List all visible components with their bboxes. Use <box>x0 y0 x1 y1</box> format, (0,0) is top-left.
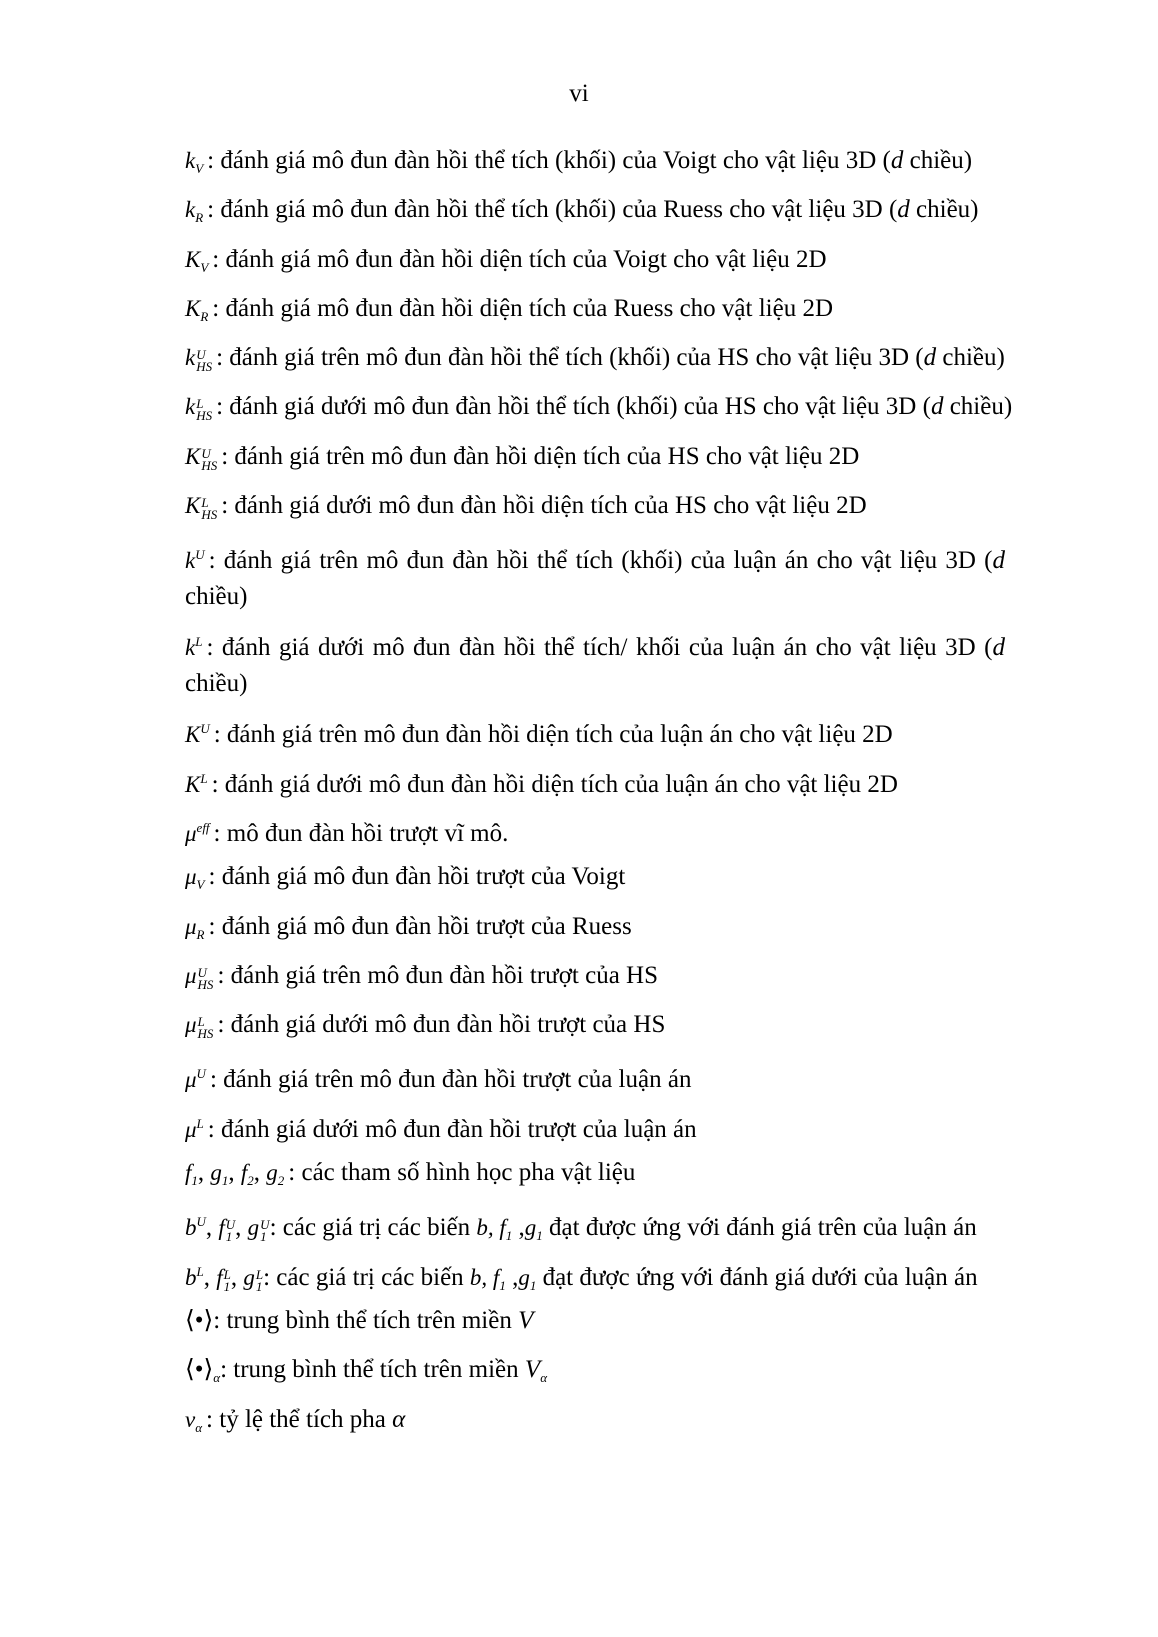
average-symbol: ⟨•⟩ <box>185 1356 214 1384</box>
symbol-entry <box>185 143 1005 192</box>
symbol-subscript: 1 <box>225 1229 233 1245</box>
symbol-superscript: L <box>201 495 209 511</box>
italic-variable: α <box>392 1405 406 1433</box>
symbol-entry <box>185 1056 1005 1105</box>
symbol-indices <box>201 497 217 521</box>
variables-text: b, f <box>476 1215 506 1241</box>
symbol-entry-continuation <box>185 666 1005 711</box>
symbol-superscript: L <box>200 770 208 786</box>
symbol-entry <box>185 537 1005 579</box>
italic-variable: d <box>992 634 1005 662</box>
symbol <box>185 394 213 424</box>
symbol-base: K <box>185 443 201 469</box>
symbol <box>185 443 218 473</box>
symbol <box>266 1160 285 1189</box>
symbol-indices <box>196 398 212 422</box>
symbol-base: μ <box>185 1067 197 1093</box>
symbol-description: : đánh giá dưới mô đun đàn hồi diện tích của HS cho vật liệu 2D <box>221 492 867 520</box>
symbol-subscript: 1 <box>499 1277 506 1293</box>
symbol-description: : trung bình thể tích trên miền <box>220 1356 525 1384</box>
symbol-subscript: HS <box>201 457 218 473</box>
variables-text: g <box>524 1215 537 1241</box>
symbol-base: b <box>185 1264 197 1290</box>
variables <box>518 1264 537 1293</box>
symbol-description: : các giá trị các biến <box>263 1263 470 1291</box>
italic-variable: d <box>992 547 1005 575</box>
symbol <box>185 548 205 573</box>
symbol-description: : đánh giá mô đun đàn hồi trượt của Voigt <box>208 863 626 891</box>
symbol <box>247 1215 270 1245</box>
symbol-superscript: L <box>196 396 204 412</box>
variables <box>524 1215 543 1244</box>
symbol-superscript: eff <box>196 819 210 835</box>
symbol-description: : đánh giá dưới mô đun đàn hồi thể tích/ khối của luận án cho vật liệu 3D ( <box>206 634 993 662</box>
symbol-base: f <box>185 1160 192 1186</box>
symbol-superscript: U <box>196 1066 206 1082</box>
symbol-base: g <box>243 1264 255 1290</box>
symbol-base: μ <box>185 1116 197 1142</box>
symbol-indices <box>260 1219 269 1243</box>
symbol <box>185 1117 204 1142</box>
symbol-entry <box>185 242 1005 291</box>
symbol-subscript: 1 <box>505 1228 513 1244</box>
symbol-base: μ <box>185 962 197 988</box>
symbol-description-tail: đạt được ứng với đánh giá trên của luận án <box>542 1214 977 1242</box>
symbol-description: : đánh giá trên mô đun đàn hồi thể tích (khối) của HS cho vật liệu 3D ( <box>216 344 924 372</box>
symbol-superscript: L <box>255 1266 264 1282</box>
symbol-entry-upper <box>185 1204 1005 1253</box>
symbol-superscript: U <box>260 1217 270 1233</box>
symbol-entry <box>185 1007 1005 1056</box>
page-number: vi <box>569 80 589 107</box>
symbol-entry-ratio <box>185 1402 1005 1451</box>
symbol-base: v <box>185 1406 196 1432</box>
symbol-base: f <box>216 1264 223 1290</box>
symbol-description: : đánh giá dưới mô đun đàn hồi trượt của luận án <box>207 1115 697 1143</box>
symbol-subscript: α <box>213 1370 221 1386</box>
symbol-entry <box>185 909 1005 958</box>
symbol-indices <box>196 349 212 373</box>
separator: , <box>235 1214 248 1242</box>
symbol-superscript: L <box>195 634 203 650</box>
separator: , <box>253 1159 267 1187</box>
symbol-description: : đánh giá mô đun đàn hồi diện tích của Ruess cho vật liệu 2D <box>212 294 833 322</box>
symbol-base: g <box>247 1215 260 1241</box>
symbol-entry <box>185 340 1005 389</box>
symbol-subscript: V <box>200 259 209 275</box>
symbol-subscript: 1 <box>536 1228 543 1244</box>
average-symbol: ⟨•⟩ <box>185 1306 214 1334</box>
symbol-subscript: 1 <box>221 1173 229 1189</box>
symbol-entry-params <box>185 1155 1005 1204</box>
symbol-entry <box>185 624 1005 666</box>
symbol-entry <box>185 192 1005 241</box>
symbol-subscript: HS <box>196 408 213 424</box>
symbol-base: μ <box>185 1012 197 1038</box>
symbol-superscript: L <box>196 1263 204 1279</box>
symbol-description-tail: chiều) <box>903 147 973 174</box>
symbol <box>185 1067 206 1092</box>
continuation-text: chiều) <box>185 583 248 611</box>
symbol-entry <box>185 859 1005 908</box>
symbol-base: k <box>185 345 196 371</box>
symbol-subscript: 1 <box>223 1278 231 1294</box>
symbol-description: : đánh giá trên mô đun đàn hồi diện tích của HS cho vật liệu 2D <box>221 442 860 470</box>
symbol-entry <box>185 389 1013 438</box>
symbol-description: : đánh giá dưới mô đun đàn hồi diện tích của luận án cho vật liệu 2D <box>211 770 898 798</box>
symbol-entry <box>185 1106 1005 1155</box>
symbol-entry-average <box>185 1303 1005 1352</box>
symbol-base: μ <box>185 820 197 846</box>
symbol-entry <box>185 488 1005 537</box>
italic-variable: V <box>524 1356 541 1384</box>
symbol-description-tail: chiều) <box>943 393 1013 421</box>
symbol <box>185 913 205 942</box>
symbol-entry-lower <box>185 1254 1005 1303</box>
symbol-subscript: V <box>195 161 204 176</box>
separator: , <box>203 1263 217 1291</box>
symbol <box>185 1406 203 1435</box>
symbol-description: : các tham số hình học pha vật liệu <box>288 1159 636 1187</box>
symbol <box>185 246 209 275</box>
continuation-text: chiều) <box>185 670 248 698</box>
symbol-subscript: α <box>540 1370 548 1386</box>
symbol-subscript: 2 <box>277 1173 285 1189</box>
symbol-base: f <box>240 1160 248 1186</box>
symbol <box>185 821 210 846</box>
symbol-indices <box>226 1219 235 1243</box>
symbol-entry <box>185 810 1005 859</box>
variables <box>476 1215 513 1244</box>
symbol-subscript: α <box>195 1419 203 1435</box>
separator: , <box>205 1214 219 1242</box>
separator: , <box>197 1159 211 1187</box>
symbol-description: : đánh giá trên mô đun đàn hồi thể tích (khối) của luận án cho vật liệu 3D ( <box>208 547 993 575</box>
symbol-subscript: 1 <box>260 1229 267 1245</box>
symbol <box>185 635 202 660</box>
symbol-description: : đánh giá dưới mô đun đàn hồi trượt của HS <box>217 1011 666 1039</box>
symbol-indices <box>201 445 218 473</box>
symbol-description: : trung bình thể tích trên miền <box>213 1306 519 1334</box>
symbol-description: : đánh giá dưới mô đun đàn hồi thể tích (khối) của HS cho vật liệu 3D ( <box>216 393 931 421</box>
symbol <box>210 1160 229 1189</box>
symbol-base: k <box>185 635 196 661</box>
symbol-base: k <box>185 394 196 420</box>
symbol-entry <box>185 711 1005 760</box>
symbol-description-tail: chiều) <box>936 344 1005 372</box>
symbol-subscript: 1 <box>529 1277 537 1293</box>
italic-variable: d <box>930 393 944 421</box>
symbol <box>185 197 204 226</box>
separator: , <box>505 1263 519 1291</box>
symbol-base: K <box>185 295 201 321</box>
symbol-description-tail: chiều) <box>909 196 979 224</box>
symbol <box>185 1160 198 1189</box>
symbol-subscript: 1 <box>191 1173 198 1189</box>
symbol-subscript: HS <box>197 976 214 992</box>
symbol <box>243 1264 264 1294</box>
symbol-entry <box>185 761 1005 810</box>
symbol-base: K <box>185 493 201 519</box>
symbol-description: : đánh giá trên mô đun đàn hồi trượt của HS <box>217 961 659 989</box>
symbol-description: : đánh giá mô đun đàn hồi thể tích (khối) của Ruess cho vật liệu 3D ( <box>207 196 898 224</box>
symbol-entry <box>185 439 1005 488</box>
symbol-subscript: V <box>196 877 205 893</box>
variables-text: g <box>518 1264 530 1290</box>
symbol-subscript: R <box>200 308 209 324</box>
italic-variable: d <box>923 344 937 372</box>
separator: , <box>228 1159 241 1187</box>
variables-text: b, f <box>469 1264 500 1290</box>
symbol-base: μ <box>185 864 197 890</box>
symbol-indices <box>255 1266 264 1294</box>
symbol-superscript: L <box>196 1115 204 1131</box>
symbol-entry <box>185 958 1005 1007</box>
symbol-entry-average-alpha <box>185 1352 1005 1401</box>
symbol <box>185 1012 214 1042</box>
symbol-indices <box>197 964 214 992</box>
symbol-description-tail: đạt được ứng với đánh giá dưới của luận án <box>536 1263 978 1291</box>
italic-variable: V <box>518 1306 534 1334</box>
symbol-superscript: U <box>197 964 207 980</box>
symbol <box>185 493 218 523</box>
symbol-description: : mô đun đàn hồi trượt vĩ mô. <box>213 819 509 847</box>
symbol-description: : đánh giá trên mô đun đàn hồi trượt của luận án <box>209 1066 692 1094</box>
symbol-base: b <box>185 1215 197 1241</box>
symbol-description: : đánh giá mô đun đàn hồi thể tích (khối) của Voigt cho vật liệu 3D ( <box>207 147 891 174</box>
symbol-superscript: U <box>195 547 205 563</box>
symbol-base: k <box>185 548 196 574</box>
symbol <box>185 962 214 992</box>
symbol <box>185 864 205 893</box>
symbol-description: : đánh giá mô đun đàn hồi diện tích của Voigt cho vật liệu 2D <box>212 245 827 273</box>
symbol-subscript: R <box>195 210 204 226</box>
symbol-subscript: 2 <box>247 1173 254 1189</box>
symbol-base: K <box>185 246 201 272</box>
symbol-description: : đánh giá mô đun đàn hồi trượt của Ruess <box>208 912 632 940</box>
symbol-subscript: HS <box>196 359 213 375</box>
symbol-entry-continuation <box>185 579 1005 624</box>
symbol <box>218 1215 236 1245</box>
symbol-superscript: U <box>201 445 211 461</box>
symbol-base: g <box>210 1160 222 1186</box>
symbol <box>185 1215 206 1240</box>
symbol-subscript: HS <box>201 507 218 523</box>
symbol <box>216 1264 231 1294</box>
symbol-description: : đánh giá trên mô đun đàn hồi diện tích của luận án cho vật liệu 2D <box>213 721 893 749</box>
symbol-base: K <box>185 771 201 797</box>
symbol-indices <box>223 1266 231 1294</box>
symbol-subscript: R <box>196 926 205 942</box>
symbol-superscript: L <box>223 1266 231 1282</box>
symbol-superscript: L <box>197 1014 205 1030</box>
symbol-superscript: U <box>200 721 210 737</box>
symbol-superscript: U <box>196 1214 206 1230</box>
separator: , <box>512 1214 525 1242</box>
symbol-description: : các giá trị các biến <box>269 1214 477 1242</box>
symbol <box>185 345 213 375</box>
symbol-superscript: U <box>196 347 206 363</box>
symbol <box>185 722 210 747</box>
symbol <box>185 772 208 797</box>
symbol <box>185 148 204 176</box>
separator: , <box>230 1263 244 1291</box>
symbol-description: : tỷ lệ thể tích pha <box>206 1405 393 1433</box>
symbol-base: K <box>185 722 201 748</box>
symbol-subscript: HS <box>197 1026 214 1042</box>
symbol-indices <box>198 1016 214 1040</box>
symbol <box>240 1160 254 1189</box>
symbol-list <box>185 143 1013 1451</box>
symbol-base: f <box>218 1215 225 1241</box>
symbol-base: g <box>266 1160 278 1186</box>
symbol-base: k <box>185 197 196 223</box>
symbol-base: k <box>185 148 196 173</box>
symbol <box>185 1265 204 1290</box>
italic-variable: d <box>890 147 904 174</box>
symbol-subscript: 1 <box>255 1278 263 1294</box>
variables <box>469 1264 506 1293</box>
symbol-superscript: U <box>225 1217 236 1233</box>
italic-variable: d <box>897 196 910 224</box>
symbol-entry <box>185 291 1005 340</box>
symbol <box>185 295 209 324</box>
symbol-base: μ <box>185 913 197 939</box>
